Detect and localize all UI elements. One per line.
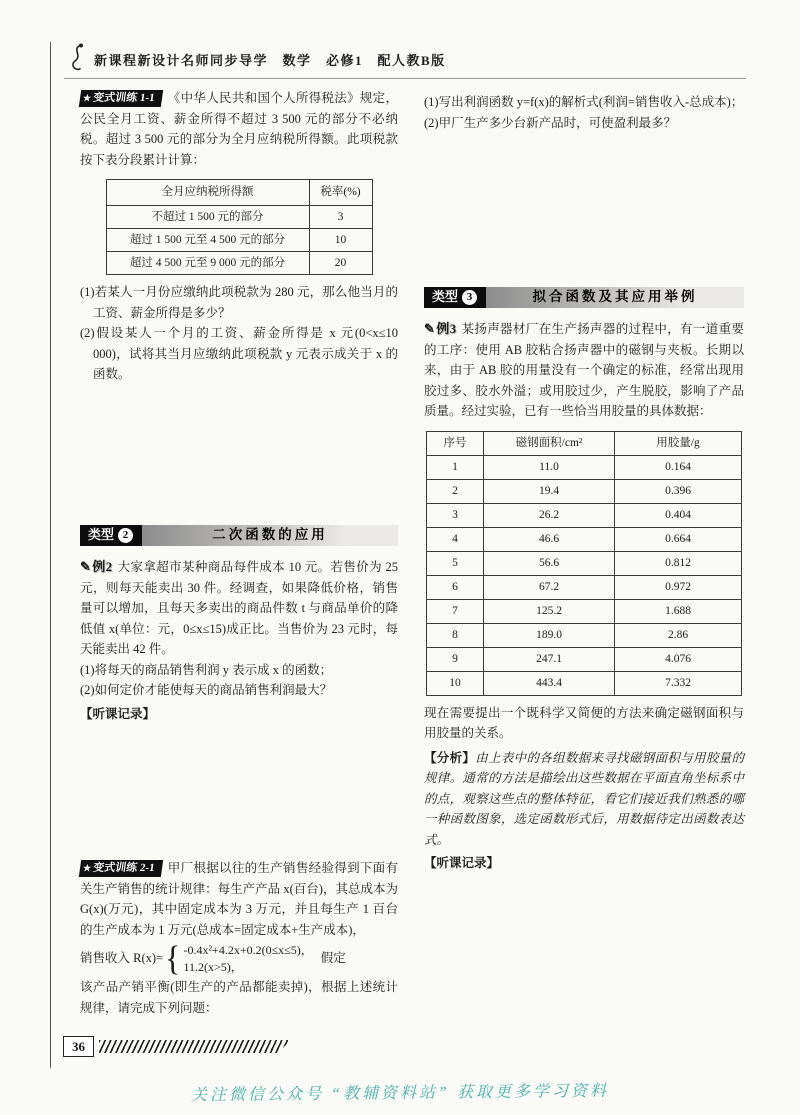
type-3-number-icon: 3 — [462, 290, 477, 305]
cell-glue: 4.076 — [615, 647, 742, 671]
cell-rate: 3 — [309, 206, 372, 229]
example-2-question-2: (2)如何定价才能使每天的商品销售利润最大？ — [80, 683, 333, 697]
cell-index: 10 — [427, 671, 484, 695]
page-footer — [63, 1036, 291, 1057]
table-header-row — [427, 431, 742, 455]
cell-area: 247.1 — [484, 647, 615, 671]
glue-data-table — [426, 431, 742, 696]
cell-glue: 0.972 — [615, 575, 742, 599]
example-2-text: 大家拿超市某种商品每件成本 10 元。若售价为 25 元，则每天能卖出 30 件。经调查，如果降低价格，销售量可以增加，且每天多卖出的商品件数 t 与商品单价的降低值 x(单位：元，0≤x≤15)成正比。当售价为 23 元时，每天能卖出 42 件。 — [80, 560, 398, 656]
example-3-section — [424, 319, 744, 886]
cell-glue: 0.164 — [615, 455, 742, 479]
cell-area: 46.6 — [484, 527, 615, 551]
training-2-1-text-2: 该产品产销平衡(即生产的产品都能卖掉)，根据上述统计规律，请完成下列问题： — [80, 980, 398, 1015]
table-row — [427, 527, 742, 551]
cell-range: 不超过 1 500 元的部分 — [106, 206, 309, 229]
right-question-1: (1)写出利润函数 y=f(x)的解析式(利润=销售收入-总成本)； — [424, 95, 744, 109]
cell-area: 67.2 — [484, 575, 615, 599]
table-row — [427, 503, 742, 527]
cell-glue: 0.664 — [615, 527, 742, 551]
cell-glue: 7.332 — [615, 671, 742, 695]
type-label: 类型 — [432, 289, 459, 305]
cell-area: 26.2 — [484, 503, 615, 527]
page-number: 36 — [63, 1036, 94, 1057]
table-header-row — [106, 180, 372, 206]
cell-area: 125.2 — [484, 599, 615, 623]
example-2-badge — [80, 560, 112, 574]
table-row — [427, 575, 742, 599]
piecewise-revenue-formula — [80, 938, 398, 979]
cell-area: 443.4 — [484, 671, 615, 695]
cell-range: 超过 4 500 元至 9 000 元的部分 — [106, 252, 309, 275]
col-header-glue: 用胶量/g — [615, 431, 742, 455]
cell-index: 4 — [427, 527, 484, 551]
example-2-section — [80, 557, 398, 737]
col-header-rate: 税率(%) — [309, 180, 372, 206]
formula-lead: 销售收入 R(x)= — [80, 951, 164, 966]
training-1-1-intro: 《中华人民共和国个人所得税法》规定，公民全月工资、薪金所得不超过 3 500 元的部分不必纳税。超过 3 500 元的部分为全月应纳税所得额。此项税款按下表分段累计计算： — [80, 91, 398, 167]
analysis-text: 由上表中的各组数据来寻找磁钢面积与用胶量的规律。通常的方法是描绘出这些数据在平面直角坐标系中的点，观察这些点的整体特征，看它们接近我们熟悉的哪一种函数图象，选定函数形式后，用数据待定出函数表达式。 — [424, 750, 744, 847]
cell-glue: 0.404 — [615, 503, 742, 527]
tax-table — [106, 179, 373, 275]
table-row — [427, 623, 742, 647]
training-2-1-badge-label: 变式训练 2-1 — [92, 862, 156, 874]
training-2-1-badge — [79, 860, 163, 877]
type-2-number-icon: 2 — [118, 528, 133, 543]
cell-glue: 1.688 — [615, 599, 742, 623]
type-2-tag — [80, 525, 142, 546]
table-row — [106, 206, 372, 229]
cell-glue: 2.86 — [615, 623, 742, 647]
training-1-1-badge-label: 变式训练 1-1 — [92, 92, 156, 104]
training-2-1-section — [80, 858, 398, 1018]
cell-area: 189.0 — [484, 623, 615, 647]
table-row — [106, 229, 372, 252]
formula-case-1: -0.4x²+4.2x+0.2(0≤x≤5)， — [183, 943, 313, 957]
cell-index: 7 — [427, 599, 484, 623]
example-3-text: 某扬声器材厂在生产扬声器的过程中，有一道重要的工序：使用 AB 胶粘合扬声器中的磁钢与夹板。长期以来，由于 AB 胶的用量没有一个确定的标准，经常出现用胶过多、胶水外溢；或用胶过少，产生脱胶，影响了产品质量。经过实验，已有一些恰当用胶量的具体数据： — [424, 322, 744, 418]
cell-rate: 20 — [309, 252, 372, 275]
pen-icon: ✎ — [80, 559, 91, 574]
formula-tail: 假定 — [320, 951, 346, 966]
cell-index: 2 — [427, 479, 484, 503]
type-2-title: 二次函数的应用 — [142, 525, 398, 546]
example-2-badge-label: 例2 — [91, 559, 113, 574]
training-1-1-section — [80, 88, 398, 385]
page-number-hatch-decoration — [99, 1040, 291, 1053]
table-row — [427, 551, 742, 575]
cell-index: 8 — [427, 623, 484, 647]
footer-watermark: 关注微信公众号 “教辅资料站” 获取更多学习资料 — [191, 1082, 610, 1105]
cell-range: 超过 1 500 元至 4 500 元的部分 — [106, 229, 309, 252]
type-label: 类型 — [88, 527, 115, 543]
spine-line — [50, 42, 51, 1068]
cell-area: 19.4 — [484, 479, 615, 503]
cell-glue: 0.396 — [615, 479, 742, 503]
cell-area: 56.6 — [484, 551, 615, 575]
table-row — [427, 479, 742, 503]
example-2-question-1: (1)将每天的商品销售利润 y 表示成 x 的函数； — [80, 662, 333, 677]
example-3-conclusion: 现在需要提出一个既科学又简便的方法来确定磁钢面积与用胶量的关系。 — [424, 705, 744, 740]
col-header-area: 磁钢面积/cm² — [484, 431, 615, 455]
cell-index: 9 — [427, 647, 484, 671]
header-rule — [64, 78, 746, 79]
type-3-tag — [424, 287, 486, 308]
cell-index: 3 — [427, 503, 484, 527]
cell-area: 11.0 — [484, 455, 615, 479]
star-icon: ★ — [82, 863, 92, 873]
type-2-section-header — [80, 525, 398, 546]
formula-cases — [183, 942, 312, 975]
table-row — [427, 455, 742, 479]
header-logo-icon — [66, 42, 90, 79]
table-row — [106, 252, 372, 275]
cell-glue: 0.812 — [615, 551, 742, 575]
cell-rate: 10 — [309, 229, 372, 252]
star-icon: ★ — [82, 93, 92, 103]
training-1-1-question-1: (1)若某人一月份应缴纳此项税款为 280 元，那么他当月的工资、薪金所得是多少？ — [80, 285, 398, 320]
type-3-title: 拟合函数及其应用举例 — [486, 287, 744, 308]
lecture-notes-label: 【听课记录】 — [424, 856, 500, 870]
col-header-income: 全月应纳税所得额 — [106, 180, 309, 206]
brace-glyph: { — [165, 938, 181, 979]
analysis-label: 【分析】 — [424, 750, 476, 765]
example-3-badge — [424, 322, 456, 336]
header-title: 新课程新设计名师同步导学 数学 必修1 配人教B版 — [94, 53, 446, 68]
cell-index: 5 — [427, 551, 484, 575]
analysis-paragraph — [424, 748, 744, 851]
lecture-notes-label: 【听课记录】 — [80, 706, 156, 721]
pen-icon: ✎ — [424, 321, 435, 336]
right-questions — [424, 92, 744, 133]
table-row — [427, 671, 742, 695]
table-row — [427, 599, 742, 623]
cell-index: 1 — [427, 455, 484, 479]
training-2-1-text: 甲厂根据以往的生产销售经验得到下面有关生产销售的统计规律：每生产产品 x(百台)，其总成本为 G(x)(万元)，其中固定成本为 3 万元，并且每生产 1 百台的生产成本为 1 万元(总成本=固定成本+生产成本)， — [80, 861, 398, 937]
type-3-section-header — [424, 287, 744, 308]
col-header-index: 序号 — [427, 431, 484, 455]
example-3-badge-label: 例3 — [435, 321, 457, 336]
right-question-2: (2)甲厂生产多少台新产品时，可使盈利最多？ — [424, 115, 677, 130]
training-1-1-badge — [79, 90, 163, 107]
table-row — [427, 647, 742, 671]
training-1-1-question-2: (2)假设某人一个月的工资、薪金所得是 x 元(0<x≤10 000)，试将其当月应缴纳此项税款 y 元表示成关于 x 的函数。 — [80, 326, 398, 381]
cell-index: 6 — [427, 575, 484, 599]
formula-case-2: 11.2(x>5)， — [183, 959, 243, 974]
